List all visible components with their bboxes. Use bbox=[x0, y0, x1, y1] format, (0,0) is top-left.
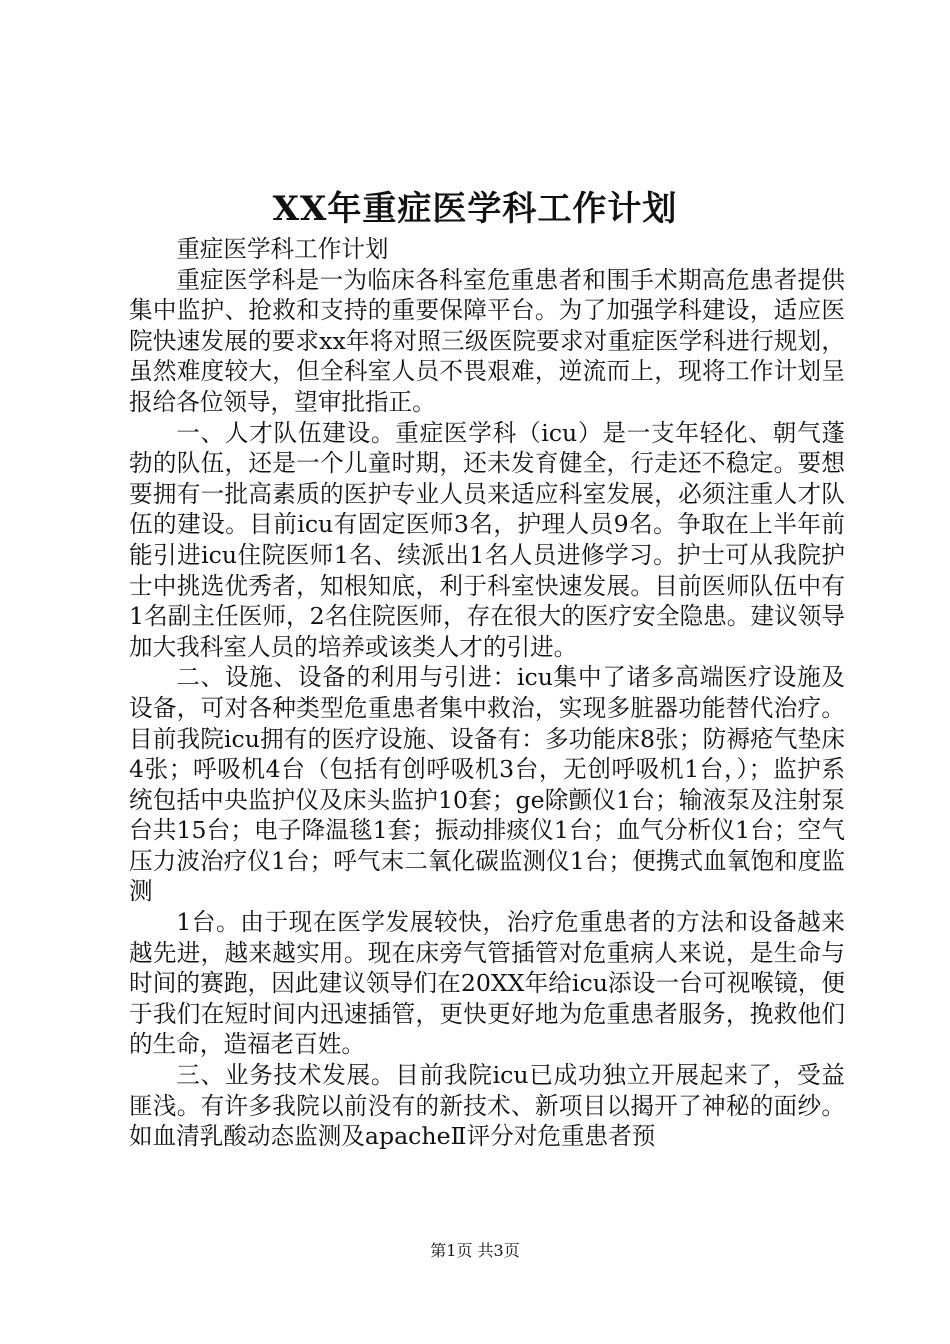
section-heading: 重症医学科工作计划 bbox=[176, 235, 389, 263]
document-title: XX年重症医学科工作计划 bbox=[272, 189, 678, 229]
page-footer: 第1页 共3页 bbox=[430, 1241, 520, 1260]
equipment-continuation-paragraph: 1台。由于现在医学发展较快，治疗危重患者的方法和设备越来越先进，越来越实用。现在床旁气管插管对危重病人来说，是生命与时间的赛跑，因此建议领导们在20XX年给icu添设一台可视喉镜，便于我们在短时间内迅速插管，更快更好地为危重患者服务，挽救他们的生命，造福老百姓。 bbox=[129, 908, 845, 1059]
equipment-section-paragraph: 二、设施、设备的利用与引进：icu集中了诸多高端医疗设施及设备，可对各种类型危重患者集中救治，实现多脏器功能替代治疗。目前我院icu拥有的医疗设施、设备有：多功能床8张；防褥疮气垫床4张；呼吸机4台（包括有创呼吸机3台，无创呼吸机1台，）；监护系统包括中央监护仪及床头监护10套；ge除颤仪1台；输液泵及注射泵台共15台；电子降温毯1套；振动排痰仪1台；血气分析仪1台；空气压力波治疗仪1台；呼气末二氧化碳监测仪1台；便携式血氧饱和度监测 bbox=[129, 663, 845, 906]
technology-section-paragraph: 三、业务技术发展。目前我院icu已成功独立开展起来了，受益匪浅。有许多我院以前没有的新技术、新项目以揭开了神秘的面纱。如血清乳酸动态监测及apacheⅡ评分对危重患者预 bbox=[129, 1061, 845, 1151]
talent-section-paragraph: 一、人才队伍建设。重症医学科（icu）是一支年轻化、朝气蓬勃的队伍，还是一个儿童时期，还未发育健全，行走还不稳定。要想要拥有一批高素质的医护专业人员来适应科室发展，必须注重人才队伍的建设。目前icu有固定医师3名，护理人员9名。争取在上半年前能引进icu住院医师1名、续派出1名人员进修学习。护士可从我院护士中挑选优秀者，知根知底，利于科室快速发展。目前医师队伍中有1名副主任医师，2名住院医师，存在很大的医疗安全隐患。建议领导加大我科室人员的培养或该类人才的引进。 bbox=[129, 418, 845, 661]
document-body bbox=[129, 234, 845, 1152]
intro-paragraph: 重症医学科是一为临床各科室危重患者和围手术期高危患者提供集中监护、抢救和支持的重要保障平台。为了加强学科建设，适应医院快速发展的要求xx年将对照三级医院要求对重症医学科进行规划，虽然难度较大，但全科室人员不畏艰难，逆流而上，现将工作计划呈报给各位领导，望审批指正。 bbox=[129, 265, 845, 416]
